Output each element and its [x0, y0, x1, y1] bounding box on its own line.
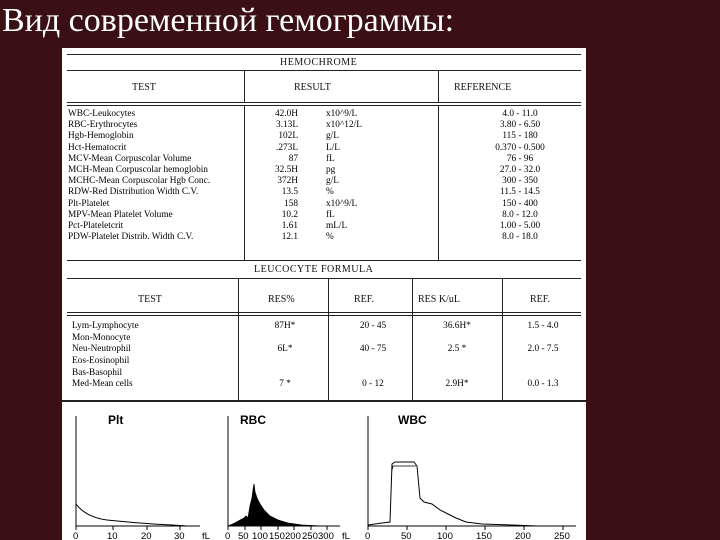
rule [67, 102, 581, 103]
result-value: 102L [278, 131, 298, 142]
tick-label: 50 [401, 531, 412, 540]
tick-label: 20 [141, 531, 152, 540]
unit: mL/L [326, 220, 348, 231]
plt-curve [76, 504, 187, 526]
result-value: 372H [277, 176, 298, 187]
hemochrome-rows [68, 109, 582, 243]
lf-res-pct-header: RES% [268, 294, 295, 305]
reference-range: 300 - 350 [502, 176, 538, 187]
bottom-rule [62, 400, 586, 402]
tick-label: 30 [174, 531, 185, 540]
col-divider [244, 70, 245, 102]
table-row [72, 356, 582, 368]
table-row [68, 232, 582, 243]
tick-label: 50 [238, 531, 249, 540]
histograms [62, 406, 586, 540]
reference-range: 0.370 - 0.500 [495, 142, 545, 153]
lf-res-pct: 7 * [279, 379, 291, 390]
reference-range: 115 - 180 [502, 131, 538, 142]
lf-ref2: 1.5 - 4.0 [527, 321, 559, 331]
table-row [68, 120, 582, 131]
lf-ref2: 2.0 - 7.5 [527, 344, 559, 355]
test-name: RBC-Erythrocytes [68, 120, 138, 131]
test-name: Hct-Hematocrit [68, 142, 127, 153]
unit: x10^12/L [326, 120, 362, 131]
wbc-title: WBC [398, 413, 427, 427]
test-name: PDW-Platelet Distrib. Width C.V. [68, 232, 194, 243]
col-divider [438, 70, 439, 102]
result-value: 3.13L [276, 120, 298, 131]
test-name: RDW-Red Distribution Width C.V. [68, 187, 199, 198]
test-name: Pct-Plateletcrit [68, 220, 124, 231]
table-row [68, 154, 582, 165]
unit: fL [326, 153, 335, 164]
table-row [68, 176, 582, 187]
unit: fL [326, 209, 335, 220]
unit-label: fL [202, 531, 210, 540]
reference-header: REFERENCE [454, 82, 512, 93]
result-value: 13.5 [281, 187, 298, 198]
reference-range: 4.0 - 11.0 [502, 109, 538, 119]
lf-ref1: 20 - 45 [359, 321, 387, 331]
tick-label: 0 [365, 531, 371, 540]
test-name: MCHC-Mean Corpuscolar Hgb Conc. [68, 176, 211, 187]
rule [67, 315, 581, 316]
test-name: Hgb-Hemoglobin [68, 131, 134, 142]
wbc-curve-inner [392, 466, 416, 470]
table-row [68, 210, 582, 221]
test-name: WBC-Leukocytes [68, 109, 136, 119]
rbc-peak [228, 484, 322, 526]
result-value: 158 [284, 198, 298, 209]
unit: g/L [326, 131, 339, 142]
lf-test-name: Neu-Neutrophil [72, 344, 131, 355]
test-name: MCH-Mean Corpuscolar hemoglobin [68, 164, 208, 175]
tick-label: 250 [302, 531, 318, 540]
rule [67, 278, 581, 279]
lf-test-name: Lym-Lymphocyte [72, 321, 139, 331]
unit: L/L [326, 142, 340, 153]
result-value: 32.5H [275, 164, 298, 175]
table-row [68, 165, 582, 176]
lf-ref1: 40 - 75 [359, 344, 387, 355]
lf-test-name: Med-Mean cells [72, 379, 133, 390]
lf-res-pct: 87H* [274, 321, 296, 331]
unit: pg [326, 164, 336, 175]
table-row [68, 109, 582, 120]
top-rule [67, 54, 581, 55]
table-row [72, 344, 582, 356]
rbc-title: RBC [240, 413, 266, 427]
reference-range: 1.00 - 5.00 [499, 220, 541, 231]
lf-res-k: 2.9H* [445, 379, 469, 390]
lf-ref2-header: REF. [530, 294, 551, 305]
unit: x10^9/L [326, 109, 358, 119]
reference-range: 76 - 96 [506, 153, 534, 164]
tick-label: 200 [285, 531, 301, 540]
rule [67, 260, 581, 261]
result-value: 10.2 [281, 209, 298, 220]
unit: g/L [326, 176, 339, 187]
rule [67, 70, 581, 71]
tick-label: 150 [476, 531, 492, 540]
table-row [72, 333, 582, 345]
lf-ref1: 0 - 12 [362, 379, 384, 390]
test-header: TEST [132, 82, 156, 93]
table-row [68, 143, 582, 154]
lf-res-k-header: RES K/uL [418, 294, 460, 305]
rule [67, 312, 581, 313]
lf-test-name: Eos-Eosinophil [72, 356, 130, 367]
plt-histogram [62, 406, 222, 540]
unit: % [326, 232, 334, 243]
tick-label: 0 [225, 531, 231, 540]
table-row [72, 368, 582, 380]
unit: x10^9/L [326, 198, 358, 209]
lf-ref1-header: REF. [354, 294, 375, 305]
table-row [68, 131, 582, 142]
reference-range: 27.0 - 32.0 [499, 164, 541, 175]
test-name: Plt-Platelet [68, 198, 110, 209]
table-row [72, 379, 582, 391]
plt-title: Plt [108, 413, 124, 427]
wbc-curve [368, 462, 537, 526]
lf-res-k: 2.5 * [447, 344, 467, 355]
result-value: 42.0H [275, 109, 298, 119]
hemochrome-title: HEMOCHROME [280, 57, 358, 68]
lf-res-k: 36.6H* [443, 321, 471, 331]
col-divider [244, 105, 245, 260]
result-header: RESULT [294, 82, 331, 93]
result-value: 1.61 [281, 220, 298, 231]
table-row [68, 221, 582, 232]
reference-range: 3.80 - 6.50 [499, 120, 541, 131]
reference-range: 8.0 - 12.0 [502, 209, 538, 220]
lf-res-pct: 6L* [277, 344, 293, 355]
tick-label: 150 [269, 531, 285, 540]
leucocyte-rows [72, 321, 582, 391]
tick-label: 0 [73, 531, 79, 540]
lf-test-name: Bas-Basophil [72, 367, 123, 378]
wbc-histogram [362, 406, 582, 540]
unit-label: fL [342, 531, 350, 540]
tick-label: 100 [252, 531, 268, 540]
hemogram-document [62, 48, 586, 540]
lf-test-name: Mon-Monocyte [72, 332, 131, 343]
tick-label: 100 [437, 531, 453, 540]
reference-range: 8.0 - 18.0 [502, 232, 538, 243]
slide-title: Вид современной гемограммы: [2, 2, 455, 39]
rbc-histogram [222, 406, 362, 540]
reference-range: 150 - 400 [502, 198, 538, 209]
test-name: MCV-Mean Corpuscolar Volume [68, 153, 192, 164]
result-value: 87 [288, 153, 298, 164]
leucocyte-title: LEUCOCYTE FORMULA [254, 264, 374, 275]
tick-label: 250 [554, 531, 570, 540]
col-divider [438, 105, 439, 260]
table-row [72, 321, 582, 333]
tick-label: 10 [107, 531, 118, 540]
table-row [68, 187, 582, 198]
unit: % [326, 187, 334, 198]
reference-range: 11.5 - 14.5 [500, 187, 540, 198]
tick-label: 200 [515, 531, 531, 540]
result-value: .273L [276, 142, 298, 153]
table-row [68, 199, 582, 210]
test-name: MPV-Mean Platelet Volume [68, 209, 173, 220]
tick-label: 300 [318, 531, 334, 540]
lf-test-header: TEST [138, 294, 162, 305]
lf-ref2: 0.0 - 1.3 [527, 379, 559, 390]
rule [67, 105, 581, 106]
result-value: 12.1 [281, 232, 298, 243]
